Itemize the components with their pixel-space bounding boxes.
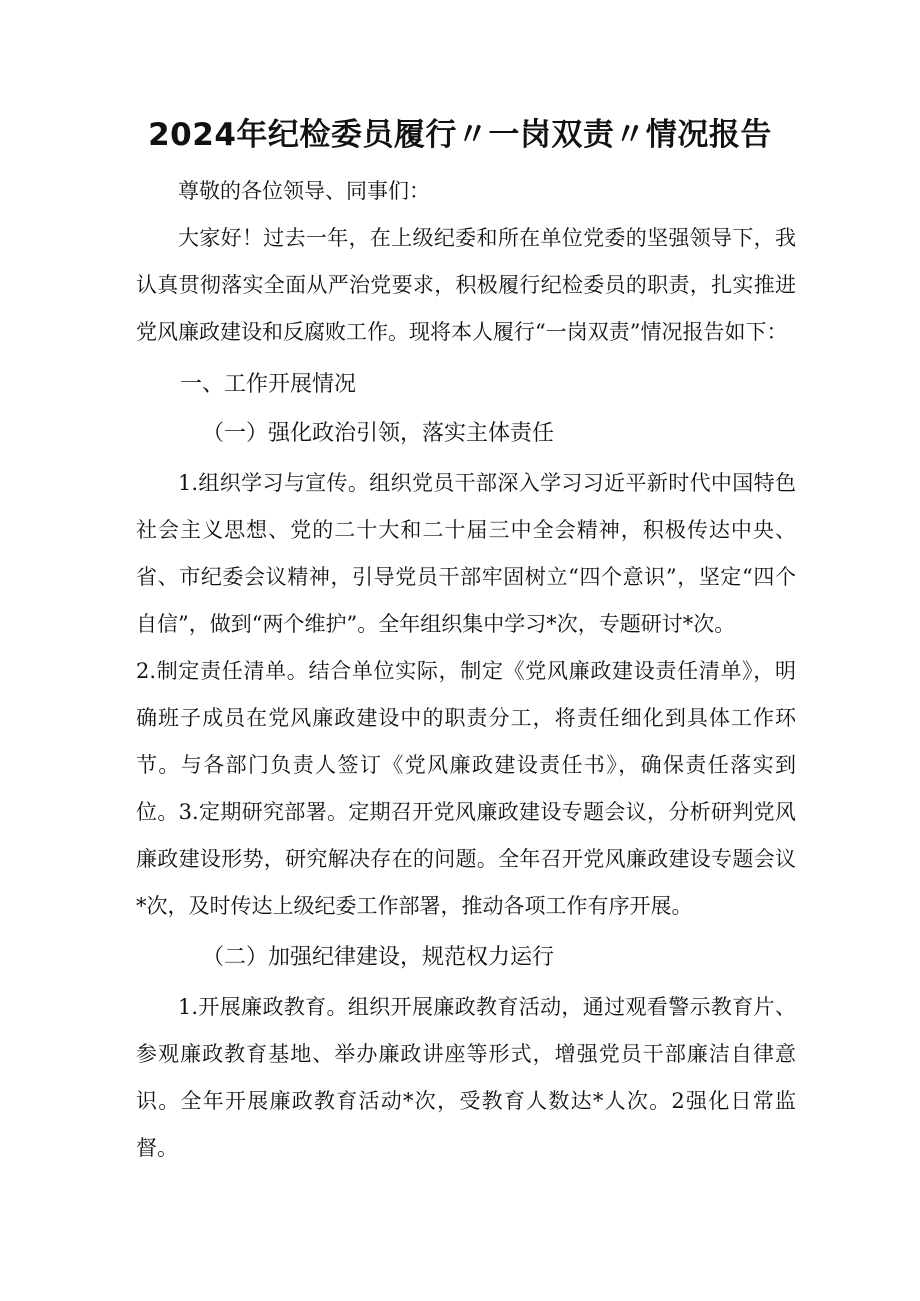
- paragraph-study-and-publicity: 1.组织学习与宣传。组织党员干部深入学习习近平新时代中国特色社会主义思想、党的二十大和二十届三中全会精神，积极传达中央、省、市纪委会议精神，引导党员干部牢固树立“四个意识”，坚定“四个自信”，做到“两个维护”。全年组织集中学习*次，专题研讨*次。: [136, 471, 796, 636]
- subsection-heading-political-guidance: （一）强化政治引领，落实主体责任: [202, 421, 555, 446]
- subsection-heading-discipline-building: （二）加强纪律建设，规范权力运行: [202, 945, 555, 970]
- salutation: 尊敬的各位领导、同事们：: [178, 179, 430, 203]
- paragraph-integrity-education: 1.开展廉政教育。组织开展廉政教育活动，通过观看警示教育片、参观廉政教育基地、举办廉政讲座等形式，增强党员干部廉洁自律意识。全年开展廉政教育活动*次，受教育人数达*人次。2强化日常监督。: [136, 995, 796, 1160]
- document-body: [136, 168, 796, 1172]
- intro-paragraph: 大家好！过去一年，在上级纪委和所在单位党委的坚强领导下，我认真贯彻落实全面从严治党要求，积极履行纪检委员的职责，扎实推进党风廉政建设和反腐败工作。现将本人履行“一岗双责”情况报告如下：: [136, 226, 796, 344]
- paragraph-responsibility-list: 2.制定责任清单。结合单位实际，制定《党风廉政建设责任清单》，明确班子成员在党风廉政建设中的职责分工，将责任细化到具体工作环节。与各部门负责人签订《党风廉政建设责任书》，确保责任落实到位。3.定期研究部署。定期召开党风廉政建设专题会议，分析研判党风廉政建设形势，研究解决存在的问题。全年召开党风廉政建设专题会议*次，及时传达上级纪委工作部署，推动各项工作有序开展。: [136, 659, 796, 918]
- document-title: 2024年纪检委员履行〃一岗双责〃情况报告: [148, 117, 772, 153]
- section-heading-work-status: 一、工作开展情况: [180, 372, 357, 397]
